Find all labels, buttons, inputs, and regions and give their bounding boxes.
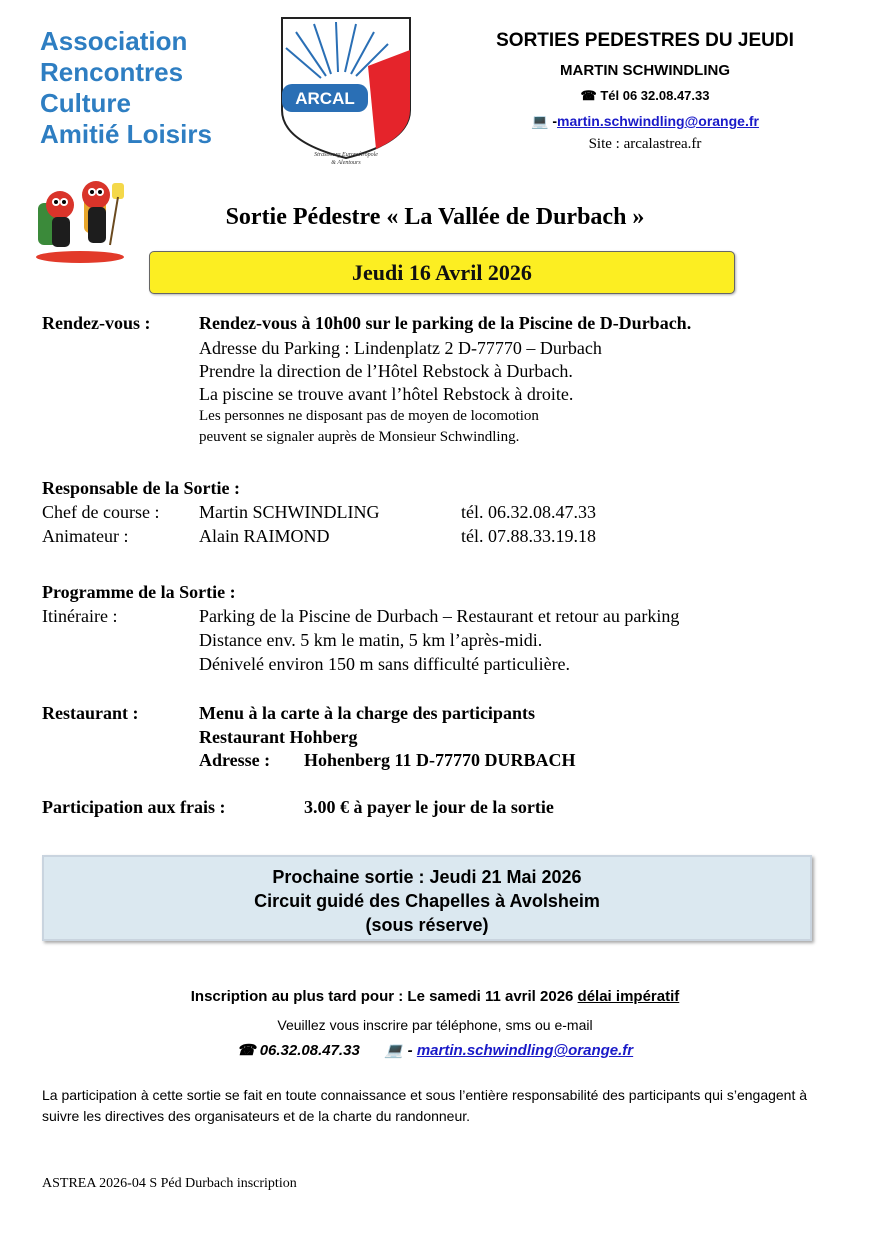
rendezvous-address: Adresse du Parking : Lindenplatz 2 D-77770 – Durbach	[199, 338, 602, 358]
participation-label: Participation aux frais :	[42, 797, 226, 817]
itineraire-line: Distance env. 5 km le matin, 5 km l’après-midi.	[199, 630, 543, 650]
itineraire-label: Itinéraire :	[42, 606, 118, 626]
restaurant-menu: Menu à la carte à la charge des participants	[199, 703, 535, 723]
next-outing-box	[42, 855, 812, 941]
itineraire-line: Parking de la Piscine de Durbach – Restaurant et retour au parking	[199, 606, 680, 626]
header-email	[440, 113, 850, 130]
inscription-email-link[interactable]: martin.schwindling@orange.fr	[416, 1042, 634, 1059]
header-title: SORTIES PEDESTRES DU JEUDI	[496, 30, 794, 51]
inscription-deadline-text: Inscription au plus tard pour : Le samedi 11 avril 2026	[190, 988, 578, 1005]
restaurant-address: Hohenberg 11 D-77770 DURBACH	[304, 750, 576, 770]
responsable-role: Animateur :	[42, 526, 129, 546]
programme-heading: Programme de la Sortie :	[42, 582, 236, 602]
responsable-name: Alain RAIMOND	[199, 526, 330, 546]
rendezvous-main: Rendez-vous à 10h00 sur le parking de la Piscine de D-Durbach.	[199, 313, 692, 333]
computer-icon: 💻	[384, 1042, 404, 1059]
inscription-deadline-emphasis: délai impératif	[577, 988, 680, 1005]
next-outing-title: Circuit guidé des Chapelles à Avolsheim	[254, 891, 600, 911]
inscription-phone: 06.32.08.47.33	[259, 1042, 360, 1059]
responsable-tel: tél. 06.32.08.47.33	[461, 502, 596, 522]
header-phone-number: Tél 06 32.08.47.33	[600, 88, 710, 103]
inscription-email-prefix: -	[407, 1042, 413, 1059]
header-email-prefix: -	[552, 113, 558, 129]
restaurant-address-label: Adresse :	[199, 750, 271, 770]
document-reference: ASTREA 2026-04 S Péd Durbach inscription	[42, 1176, 297, 1191]
phone-icon: ☎	[580, 88, 597, 103]
association-line: Rencontres	[40, 57, 184, 87]
next-outing-date: Prochaine sortie : Jeudi 21 Mai 2026	[272, 867, 582, 887]
arcal-logo	[276, 14, 416, 169]
inscription-deadline	[0, 988, 870, 1005]
header-site: Site : arcalastrea.fr	[588, 136, 702, 152]
rendezvous-label: Rendez-vous :	[42, 313, 151, 333]
header-email-link[interactable]: martin.schwindling@orange.fr	[557, 113, 759, 129]
header-organizer: MARTIN SCHWINDLING	[560, 62, 730, 79]
phone-icon: ☎	[236, 1042, 256, 1059]
event-date-box: Jeudi 16 Avril 2026	[149, 251, 735, 294]
responsable-name: Martin SCHWINDLING	[199, 502, 380, 522]
restaurant-label: Restaurant :	[42, 703, 139, 723]
header-phone	[440, 88, 850, 104]
association-name	[40, 26, 212, 150]
logo-label: ARCAL	[295, 89, 355, 108]
computer-icon: 💻	[531, 113, 549, 129]
participation-value: 3.00 € à payer le jour de la sortie	[304, 797, 554, 817]
association-line: Association	[40, 26, 188, 56]
association-line: Amitié Loisirs	[40, 119, 212, 149]
rendezvous-direction: Prendre la direction de l’Hôtel Rebstock à Durbach.	[199, 361, 573, 381]
logo-subtitle: Strasbourg Eurométropole	[314, 152, 378, 158]
itineraire-line: Dénivelé environ 150 m sans difficulté particulière.	[199, 654, 571, 674]
restaurant-name: Restaurant Hohberg	[199, 727, 358, 747]
responsables-heading: Responsable de la Sortie :	[42, 478, 240, 498]
logo-subtitle: & Alentours	[331, 160, 361, 166]
rendezvous-note: peuvent se signaler auprès de Monsieur Schwindling.	[199, 429, 520, 445]
inscription-contact	[0, 1041, 870, 1059]
association-line: Culture	[40, 88, 131, 118]
responsable-tel: tél. 07.88.33.19.18	[461, 526, 596, 546]
next-outing-note: (sous réserve)	[365, 915, 489, 935]
rendezvous-location: La piscine se trouve avant l’hôtel Rebstock à droite.	[199, 384, 574, 404]
rendezvous-note: Les personnes ne disposant pas de moyen de locomotion	[199, 408, 539, 424]
inscription-instructions: Veuillez vous inscrire par téléphone, sms ou e-mail	[277, 1017, 593, 1033]
event-title: Sortie Pédestre « La Vallée de Durbach »	[225, 204, 645, 230]
responsable-role: Chef de course :	[42, 502, 160, 522]
disclaimer: La participation à cette sortie se fait en toute connaissance et sous l’entière responsabilité des participants qui s’engagent à suivre les directives des organisateurs et de la charte du randonneur.	[42, 1087, 808, 1124]
